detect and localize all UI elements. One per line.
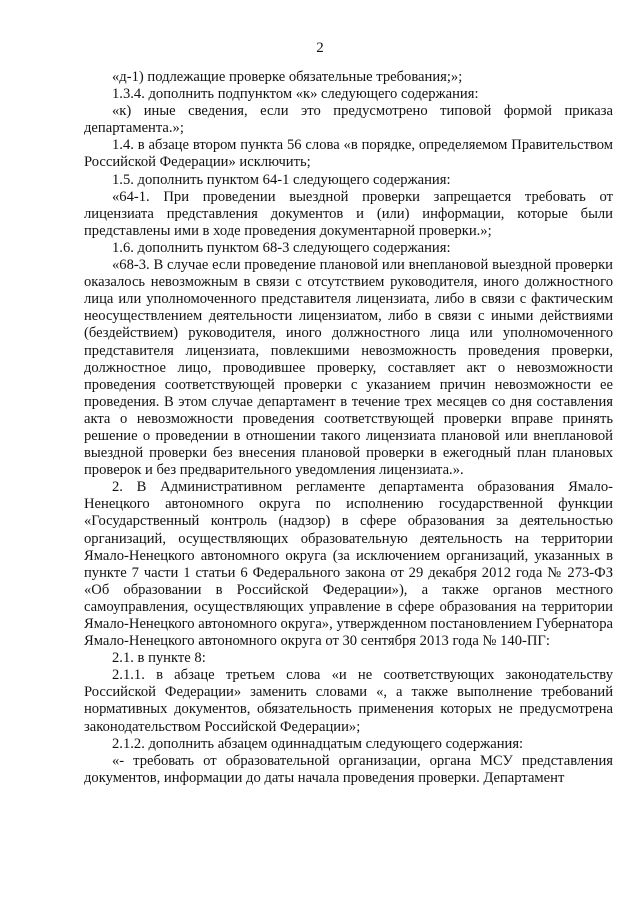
page-number: 2 xyxy=(316,40,324,56)
paragraph: «68-3. В случае если проведение плановой или внеплановой выездной проверки оказалось невозможным в связи с отсутствием руководителя, иного должностного лица или уполномоченного представителя лицензиата, либо в связи с фактическим неосуществлением деятельности лицензиатом, либо в связи с иными действиями (бездействием) руководителя, иного должностного лица или уполномоченного представителя лицензиата, повлекшими невозможность проведения проверки, должностное лицо, проводившее проверку, составляет акт о невозможности проведения соответствующей проверки с указанием причин невозможности ее проведения. В этом случае департамент в течение трех месяцев со дня составления акта о невозможности проведения соответствующей проверки вправе принять решение о проведении в отношении такого лицензиата плановой или внеплановой выездной проверки без внесения плановой проверки в ежегодный план плановых проверок и без предварительного уведомления лицензиата.». xyxy=(84,257,613,479)
paragraph: «к) иные сведения, если это предусмотрено типовой формой приказа департамента.»; xyxy=(84,103,613,137)
paragraph: 2.1.2. дополнить абзацем одиннадцатым следующего содержания: xyxy=(112,735,524,752)
paragraph: 1.4. в абзаце втором пункта 56 слова «в порядке, определяемом Правительством Российской Федерации» исключить; xyxy=(84,137,613,171)
paragraph: 1.3.4. дополнить подпунктом «к» следующего содержания: xyxy=(112,86,479,103)
paragraph: «64-1. При проведении выездной проверки запрещается требовать от лицензиата представления документов и (или) информации, которые были представлены ими в ходе проведения документарной проверки.»; xyxy=(84,188,613,239)
document-body xyxy=(84,69,613,787)
paragraph: 1.5. дополнить пунктом 64-1 следующего содержания: xyxy=(112,171,451,188)
paragraph: 1.6. дополнить пунктом 68-3 следующего содержания: xyxy=(112,239,451,256)
paragraph: «д-1) подлежащие проверке обязательные требования;»; xyxy=(112,69,463,85)
paragraph: 2.1. в пункте 8: xyxy=(112,650,206,667)
paragraph: «- требовать от образовательной организации, органа МСУ представления документов, информации до даты начала проведения проверки. Департамент xyxy=(84,752,613,786)
paragraph: 2.1.1. в абзаце третьем слова «и не соответствующих законодательству Российской Федерации» заменить словами «, а также выполнение требований нормативных документов, обязательность применения которых не предусмотрена законодательством Российской Федерации»; xyxy=(84,667,613,735)
paragraph: 2. В Административном регламенте департамента образования Ямало-Ненецкого автономного округа по исполнению государственной функции «Государственный контроль (надзор) в сфере образования за деятельностью организаций, осуществляющих образовательную деятельность на территории Ямало-Ненецкого автономного округа (за исключением организаций, указанных в пункте 7 части 1 статьи 6 Федерального закона от 29 декабря 2012 года № 273-ФЗ «Об образовании в Российской Федерации»), а также органов местного самоуправления, осуществляющих управление в сфере образования на территории Ямало-Ненецкого автономного округа», утвержденном постановлением Губернатора Ямало-Ненецкого автономного округа от 30 сентября 2013 года № 140-ПГ: xyxy=(84,479,613,650)
